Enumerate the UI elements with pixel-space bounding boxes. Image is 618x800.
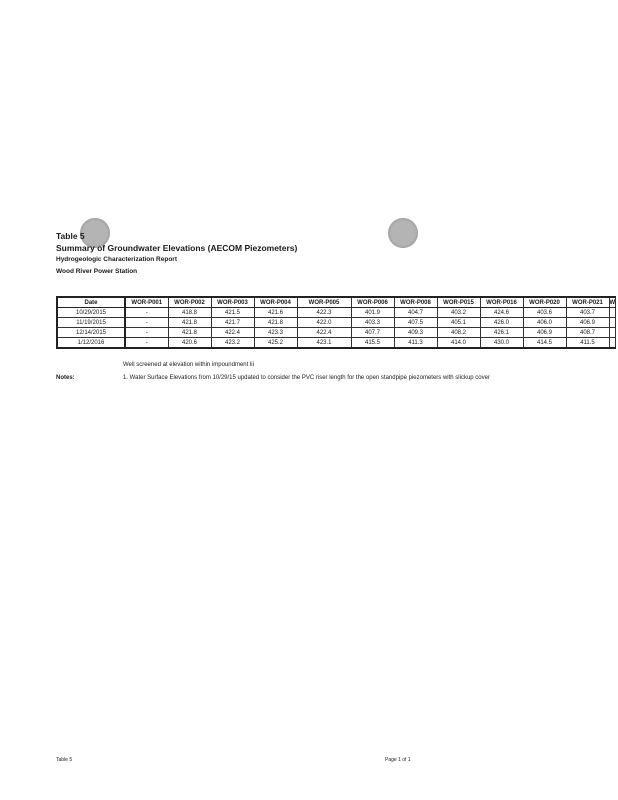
- table-cell: [609, 338, 616, 349]
- column-header: WOR-P008: [394, 297, 437, 308]
- table-cell: 414.0: [437, 338, 480, 349]
- page-number: Page 1 of 1: [385, 757, 411, 763]
- screened-note: Well screened at elevation within impoundment lii: [123, 362, 254, 368]
- column-header: WOR-P002: [168, 297, 211, 308]
- table-row: [57, 308, 616, 318]
- notes-label: Notes:: [56, 375, 75, 381]
- column-header: WOR-P001: [125, 297, 168, 308]
- table-cell: -: [125, 338, 168, 349]
- table-cell: [609, 308, 616, 318]
- table-cell: 11/19/2015: [57, 318, 125, 328]
- table-cell: 422.0: [297, 318, 351, 328]
- footer-table-label: Table 5: [56, 757, 73, 763]
- report-name: Hydrogeologic Characterization Report: [56, 256, 177, 263]
- table-cell: 411.3: [394, 338, 437, 349]
- table-cell: 404.7: [394, 308, 437, 318]
- table-header-row: [57, 297, 616, 308]
- table-cell: -: [125, 318, 168, 328]
- table-cell: 430.0: [480, 338, 523, 349]
- table-cell: 406.0: [523, 318, 566, 328]
- table-cell: 420.6: [168, 338, 211, 349]
- column-header: W: [609, 297, 616, 308]
- table-cell: 424.6: [480, 308, 523, 318]
- table-cell: 421.8: [168, 328, 211, 338]
- table-row: [57, 318, 616, 328]
- table-cell: 423.2: [211, 338, 254, 349]
- table-cell: 426.1: [480, 328, 523, 338]
- note-item: 1. Water Surface Elevations from 10/29/15 updated to consider the PVC riser length for the open standpipe piezometers with slickup cover: [123, 375, 490, 381]
- column-header: WOR-P021: [566, 297, 609, 308]
- table-cell: 407.7: [351, 328, 394, 338]
- table-cell: 421.8: [168, 318, 211, 328]
- table-cell: 426.0: [480, 318, 523, 328]
- column-header: WOR-P020: [523, 297, 566, 308]
- table-title: Summary of Groundwater Elevations (AECOM Piezometers): [56, 243, 298, 253]
- table-cell: 411.5: [566, 338, 609, 349]
- table-cell: 415.5: [351, 338, 394, 349]
- column-header: WOR-P016: [480, 297, 523, 308]
- column-header: WOR-P003: [211, 297, 254, 308]
- table-cell: [609, 318, 616, 328]
- table-row: [57, 338, 616, 349]
- table-cell: 407.5: [394, 318, 437, 328]
- table-cell: 12/14/2015: [57, 328, 125, 338]
- column-header: WOR-P015: [437, 297, 480, 308]
- table-cell: 414.5: [523, 338, 566, 349]
- table-row: [57, 328, 616, 338]
- column-header: WOR-P006: [351, 297, 394, 308]
- table-cell: 403.7: [566, 308, 609, 318]
- table-cell: 421.5: [211, 308, 254, 318]
- station-name: Wood River Power Station: [56, 268, 138, 275]
- table-cell: 401.9: [351, 308, 394, 318]
- groundwater-elevations-table: [56, 296, 616, 349]
- table-cell: 422.4: [211, 328, 254, 338]
- table-cell: 403.6: [523, 308, 566, 318]
- punch-hole-right: [388, 218, 418, 248]
- table-cell: 403.2: [437, 308, 480, 318]
- column-header: WOR-P004: [254, 297, 297, 308]
- table-cell: 406.9: [523, 328, 566, 338]
- table-cell: 421.7: [211, 318, 254, 328]
- table-cell: 405.1: [437, 318, 480, 328]
- column-header: WOR-P005: [297, 297, 351, 308]
- table-cell: 423.1: [297, 338, 351, 349]
- table-cell: 10/29/2015: [57, 308, 125, 318]
- document-header: [56, 230, 297, 278]
- table-cell: 425.2: [254, 338, 297, 349]
- table-cell: 423.3: [254, 328, 297, 338]
- table-cell: 422.4: [297, 328, 351, 338]
- table-cell: 421.8: [254, 318, 297, 328]
- table-cell: -: [125, 308, 168, 318]
- table-cell: 406.9: [566, 318, 609, 328]
- table-cell: 422.3: [297, 308, 351, 318]
- table-cell: 418.8: [168, 308, 211, 318]
- table-cell: 409.3: [394, 328, 437, 338]
- table-cell: 421.6: [254, 308, 297, 318]
- table-cell: 408.2: [437, 328, 480, 338]
- table-cell: -: [125, 328, 168, 338]
- table-cell: 403.3: [351, 318, 394, 328]
- table-cell: 408.7: [566, 328, 609, 338]
- table-cell: [609, 328, 616, 338]
- column-header: Date: [57, 297, 125, 308]
- table-cell: 1/12/2016: [57, 338, 125, 349]
- table-label: Table 5: [56, 231, 85, 241]
